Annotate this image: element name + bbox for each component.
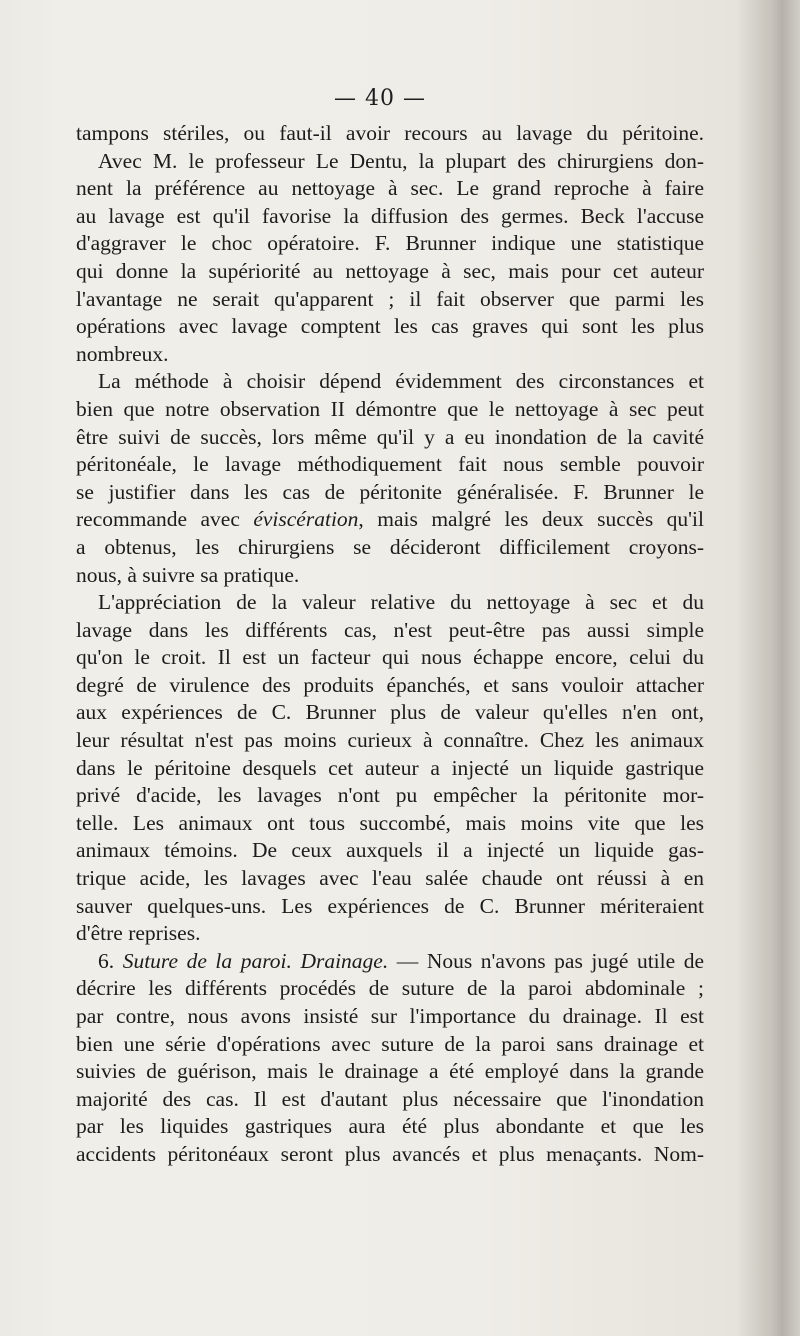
italic-term: éviscération xyxy=(253,507,359,532)
text-line: majorité des cas. Il est d'autant plus nécessaire que l'inondation xyxy=(76,1086,704,1111)
section-title: Suture de la paroi. Drainage. xyxy=(122,948,389,973)
text-line-mixed xyxy=(76,506,704,534)
text-line: se justifier dans les cas de péritonite généralisée. F. Brunner le xyxy=(76,479,704,504)
text-segment: , mais malgré les deux succès qu'il xyxy=(358,507,704,532)
text-line: bien une série d'opérations avec suture de la paroi sans drainage et xyxy=(76,1031,704,1056)
text-line: au lavage est qu'il favorise la diffusion des germes. Beck l'accuse xyxy=(76,203,704,228)
text-line: qu'on le croit. Il est un facteur qui nous échappe encore, celui du xyxy=(76,645,704,670)
page-edge-shadow xyxy=(770,0,800,1336)
text-line: suivies de guérison, mais le drainage a été employé dans la grande xyxy=(76,1059,704,1084)
text-line: l'avantage ne serait qu'apparent ; il fait observer que parmi les xyxy=(76,286,704,311)
text-line: qui donne la supériorité au nettoyage à sec, mais pour cet auteur xyxy=(76,258,704,283)
text-line: aux expériences de C. Brunner plus de valeur qu'elles n'en ont, xyxy=(76,700,704,725)
text-line: sauver quelques-uns. Les expériences de C. Brunner mériteraient xyxy=(76,893,704,918)
section-heading-line xyxy=(76,948,704,976)
text-line: L'appréciation de la valeur relative du nettoyage à sec et du xyxy=(98,590,704,615)
text-line: bien que notre observation II démontre que le nettoyage à sec peut xyxy=(76,396,704,421)
text-line: a obtenus, les chirurgiens se décideront difficilement croyons- xyxy=(76,534,704,559)
text-line: La méthode à choisir dépend évidemment des circonstances et xyxy=(98,369,704,394)
text-line: nous, à suivre sa pratique. xyxy=(76,562,300,587)
text-line: degré de virulence des produits épanchés, et sans vouloir attacher xyxy=(76,672,704,697)
text-line: par contre, nous avons insisté sur l'importance du drainage. Il est xyxy=(76,1004,704,1028)
text-line: Avec M. le professeur Le Dentu, la plupart des chirurgiens don- xyxy=(98,148,704,173)
text-line: animaux témoins. De ceux auxquels il a injecté un liquide gas- xyxy=(76,838,704,863)
text-line: privé d'acide, les lavages n'ont pu empêcher la péritonite mor- xyxy=(76,783,704,808)
text-line: par les liquides gastriques aura été plus abondante et que les xyxy=(76,1114,704,1139)
text-line: leur résultat n'est pas moins curieux à connaître. Chez les animaux xyxy=(76,728,704,753)
text-line: telle. Les animaux ont tous succombé, mais moins vite que les xyxy=(76,810,704,835)
text-line: être suivi de succès, lors même qu'il y a eu inondation de la cavité xyxy=(76,424,704,449)
section-number: 6. xyxy=(98,948,123,973)
body-text xyxy=(76,120,704,1169)
text-line: décrire les différents procédés de suture de la paroi abdominale ; xyxy=(76,976,704,1001)
text-line: opérations avec lavage comptent les cas graves qui sont les plus xyxy=(76,314,704,339)
text-segment: — Nous n'avons pas jugé utile de xyxy=(388,948,705,973)
page-number: — 40 — xyxy=(334,86,426,111)
text-line: trique acide, les lavages avec l'eau salée chaude ont réussi à en xyxy=(76,866,704,891)
text-line: d'être reprises. xyxy=(76,921,201,946)
text-line: nombreux. xyxy=(76,341,169,366)
text-line: nent la préférence au nettoyage à sec. Le grand reproche à faire xyxy=(76,176,704,201)
text-line: lavage dans les différents cas, n'est peut-être pas aussi simple xyxy=(76,617,704,642)
text-line: tampons stériles, ou faut-il avoir recours au lavage du péritoine. xyxy=(76,121,704,145)
text-line: dans le péritoine desquels cet auteur a injecté un liquide gastrique xyxy=(76,755,704,780)
text-segment: recommande avec xyxy=(76,507,254,532)
text-line: péritonéale, le lavage méthodiquement fait nous semble pouvoir xyxy=(76,452,704,477)
text-line: d'aggraver le choc opératoire. F. Brunner indique une statistique xyxy=(76,231,704,256)
text-line: accidents péritonéaux seront plus avancés et plus menaçants. Nom- xyxy=(76,1141,704,1166)
